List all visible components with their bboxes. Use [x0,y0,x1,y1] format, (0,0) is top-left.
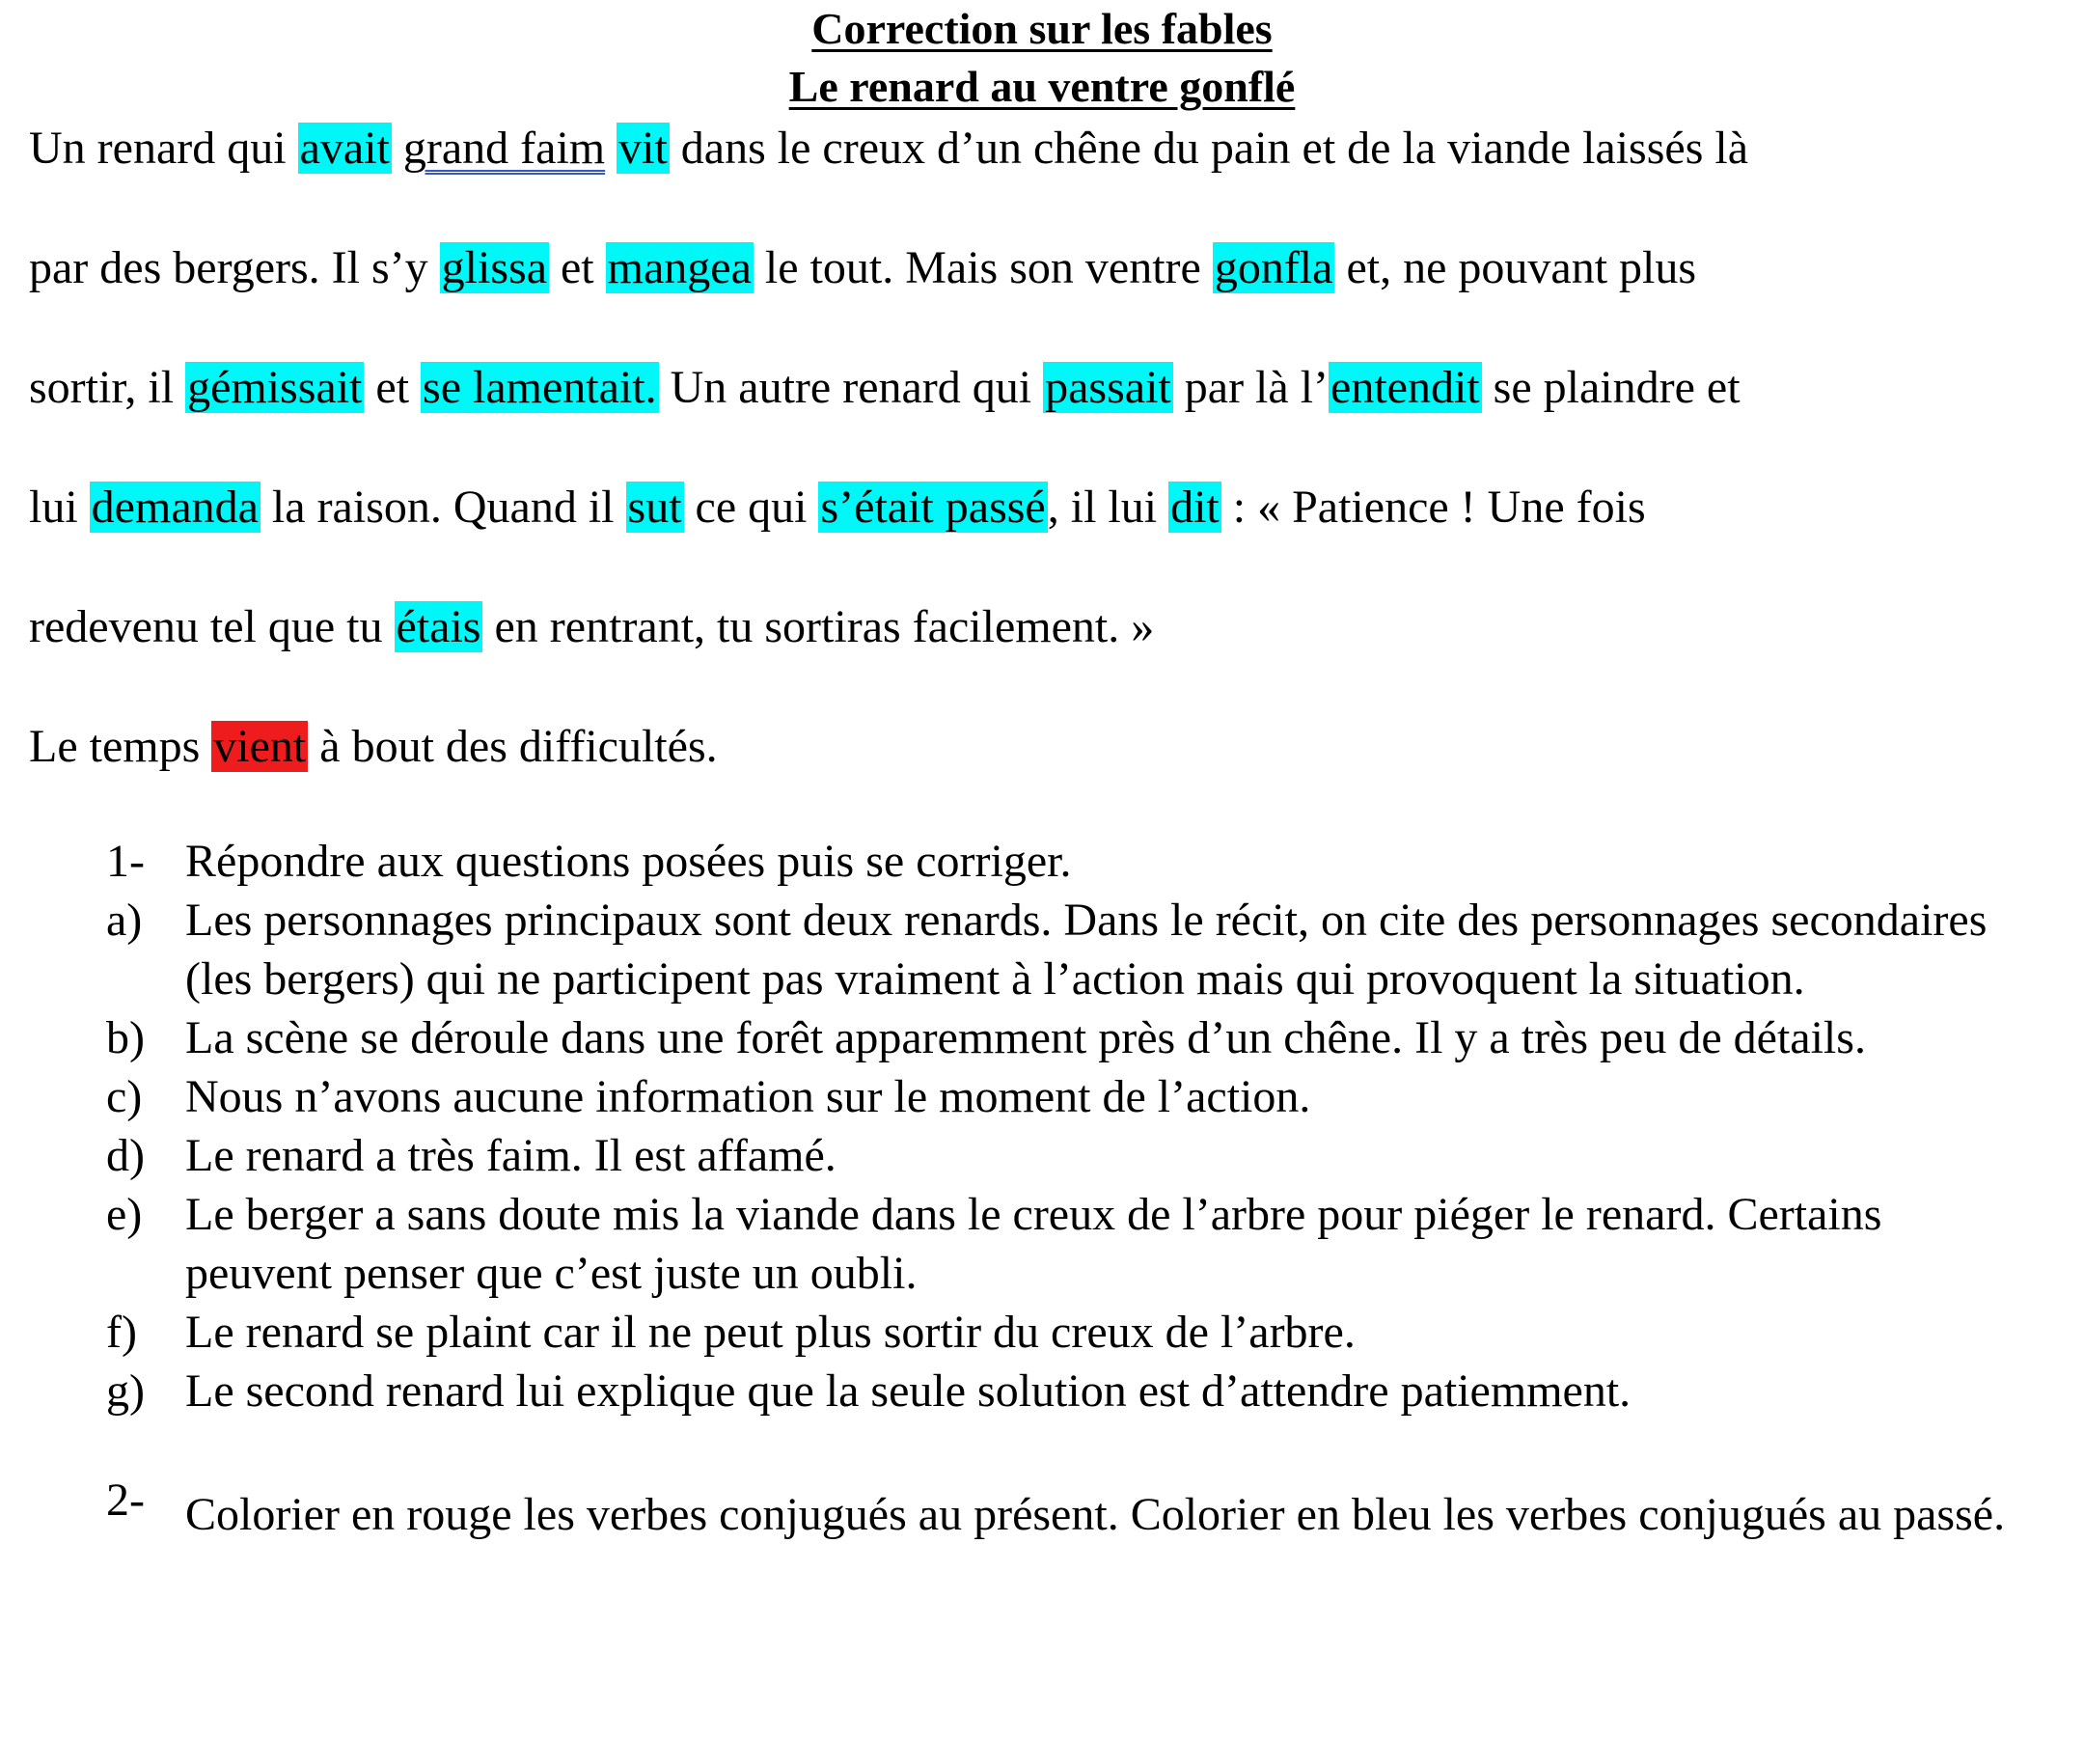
text-segment: Le temps [29,721,212,772]
list-item-text: Nous n’avons aucune information sur le moment de l’action. [185,1071,1311,1122]
list-item-text: Le renard se plaint car il ne peut plus sortir du creux de l’arbre. [185,1307,1356,1358]
list-item-number: a) [106,895,143,946]
verb-past-highlight: glissa [441,242,547,293]
text-segment: la raison. Quand il [260,482,626,533]
fable-text [29,119,2055,837]
text-segment [392,123,403,174]
text-segment: en rentrant, tu sortiras facilement. » [482,601,1155,652]
list-item-text: La scène se déroule dans une forêt apparemment près d’un chêne. Il y a très peu de détails. [185,1012,1866,1063]
fable-line-5 [29,597,2055,717]
fable-moral [29,717,2055,837]
verb-past-highlight: vit [618,123,668,174]
list-item [106,1303,2026,1362]
spellcheck-underlined-text: grand faim [402,123,606,174]
verb-past-highlight: demanda [91,482,259,533]
verb-past-highlight: se lamentait. [423,362,657,413]
list-item [106,1067,2026,1126]
text-segment: Un renard qui [29,123,298,174]
page-subtitle: Le renard au ventre gonflé [788,62,1296,111]
verb-past-highlight: avait [299,123,390,174]
text-segment: , il lui [1047,482,1169,533]
text-segment: et [549,242,606,293]
fable-line-1 [29,119,2055,238]
list-item-number: 2- [106,1475,145,1526]
text-segment: par là l’ [1172,362,1330,413]
verb-past-highlight: entendit [1330,362,1480,413]
verb-past-highlight: s’était passé [820,482,1046,533]
verb-past-highlight: sut [627,482,682,533]
list-item-number: e) [106,1189,143,1240]
text-segment [605,123,617,174]
verb-past-highlight: dit [1170,482,1220,533]
list-item [106,1185,2026,1303]
list-item-text: Répondre aux questions posées puis se corriger. [185,836,1072,887]
questions-list [106,832,2026,1558]
list-item [106,1362,2026,1420]
list-item-text: Le renard a très faim. Il est affamé. [185,1130,836,1181]
list-item [106,832,2026,891]
text-segment: lui [29,482,90,533]
fable-line-3 [29,358,2055,478]
text-segment: et [364,362,422,413]
verb-past-highlight: gonfla [1214,242,1333,293]
list-item-number: 1- [106,836,145,887]
list-item-text: Les personnages principaux sont deux renards. Dans le récit, on cite des personnages secondaires (les bergers) qui ne participent pas vraiment à l’action mais qui provoquent la situation. [185,895,1988,1005]
text-segment: redevenu tel que tu [29,601,395,652]
text-segment: le tout. Mais son ventre [753,242,1213,293]
list-item-number: d) [106,1130,145,1181]
text-segment: par des bergers. Il s’y [29,242,440,293]
text-segment: ce qui [683,482,819,533]
list-item-number: g) [106,1365,145,1417]
text-segment: Un autre renard qui [658,362,1044,413]
list-item [106,1471,2026,1558]
verb-past-highlight: étais [396,601,481,652]
list-item-number: b) [106,1012,145,1063]
list-item [106,891,2026,1008]
verb-past-highlight: gémissait [187,362,363,413]
text-segment: se plaindre et [1481,362,1741,413]
text-segment: dans le creux d’un chêne du pain et de la viande laissés là [669,123,1749,174]
list-item-text: Le second renard lui explique que la seule solution est d’attendre patiemment. [185,1365,1632,1417]
fable-line-2 [29,238,2055,358]
list-item [106,1126,2026,1185]
text-segment: : « Patience ! Une fois [1220,482,1646,533]
list-item-number: f) [106,1307,137,1358]
text-segment: à bout des difficultés. [308,721,718,772]
verb-present-highlight: vient [213,721,307,772]
list-item [106,1008,2026,1067]
list-item-text: Le berger a sans doute mis la viande dans le creux de l’arbre pour piéger le renard. Certains peuvent penser que c’est juste un oubli. [185,1189,1882,1299]
fable-line-4 [29,478,2055,597]
page-title: Correction sur les fables [811,4,1273,53]
verb-past-highlight: passait [1045,362,1171,413]
list-item-number: c) [106,1071,143,1122]
list-item-text: Colorier en rouge les verbes conjugués au présent. Colorier en bleu les verbes conjugués au passé. [185,1489,2006,1540]
text-segment: sortir, il [29,362,186,413]
verb-past-highlight: mangea [607,242,752,293]
text-segment: et, ne pouvant plus [1334,242,1697,293]
